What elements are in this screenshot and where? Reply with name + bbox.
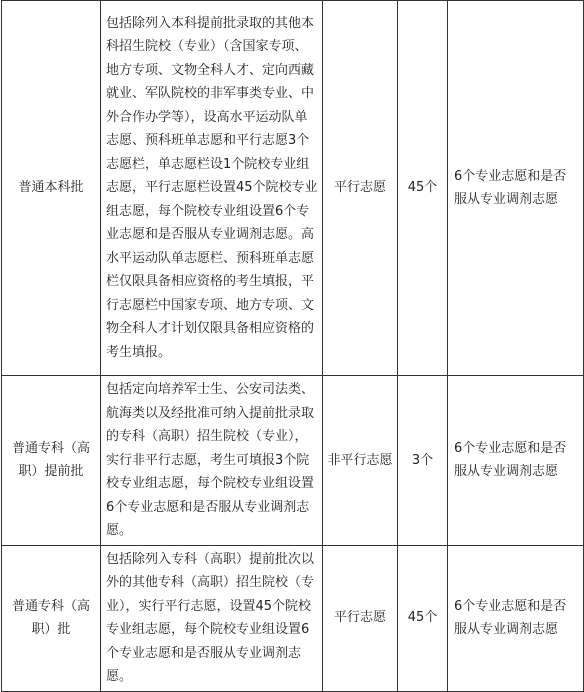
batch-name-cell: 普通专科（高职）提前批 <box>2 376 101 546</box>
volunteer-type-cell: 平行志愿 <box>323 1 398 376</box>
batch-name-cell: 普通本科批 <box>2 1 101 376</box>
volunteer-count-cell: 45个 <box>398 545 448 691</box>
batch-description-cell: 包括定向培养军士生、公安司法类、航海类以及经批准可纳入提前批录取的专科（高职）招生院校（专业），实行非平行志愿，考生可填报3个院校专业组志愿，每个院校专业组设置6个专业志愿和是否服从专业调剂志愿。 <box>101 376 323 546</box>
table-row <box>2 545 584 691</box>
volunteer-type-cell: 平行志愿 <box>323 545 398 691</box>
batch-description-cell: 包括除列入本科提前批录取的其他本科招生院校（专业）（含国家专项、地方专项、文物全科人才、定向西藏就业、军队院校的非军事类专业、中外合作办学等），设高水平运动队单志愿、预科班单志愿和平行志愿3个志愿栏，单志愿栏设1个院校专业组志愿，平行志愿栏设置45个院校专业组志愿，每个院校专业组设置6个专业志愿和是否服从专业调剂志愿。高水平运动队单志愿栏、预科班单志愿栏仅限具备相应资格的考生填报，平行志愿栏中国家专项、地方专项、文物全科人才计划仅限具备相应资格的考生填报。 <box>101 1 323 376</box>
volunteer-count-cell: 45个 <box>398 1 448 376</box>
admission-batch-table <box>1 0 584 692</box>
volunteer-type-cell: 非平行志愿 <box>323 376 398 546</box>
volunteer-count-cell: 3个 <box>398 376 448 546</box>
table-row <box>2 1 584 376</box>
table-row <box>2 376 584 546</box>
major-options-cell: 6个专业志愿和是否服从专业调剂志愿 <box>448 545 584 691</box>
batch-description-cell: 包括除列入专科（高职）提前批次以外的其他专科（高职）招生院校（专业），实行平行志愿，设置45个院校专业组志愿，每个院校专业组设置6个专业志愿和是否服从专业调剂志愿。 <box>101 545 323 691</box>
major-options-cell: 6个专业志愿和是否服从专业调剂志愿 <box>448 1 584 376</box>
batch-name-cell: 普通专科（高职）批 <box>2 545 101 691</box>
major-options-cell: 6个专业志愿和是否服从专业调剂志愿 <box>448 376 584 546</box>
